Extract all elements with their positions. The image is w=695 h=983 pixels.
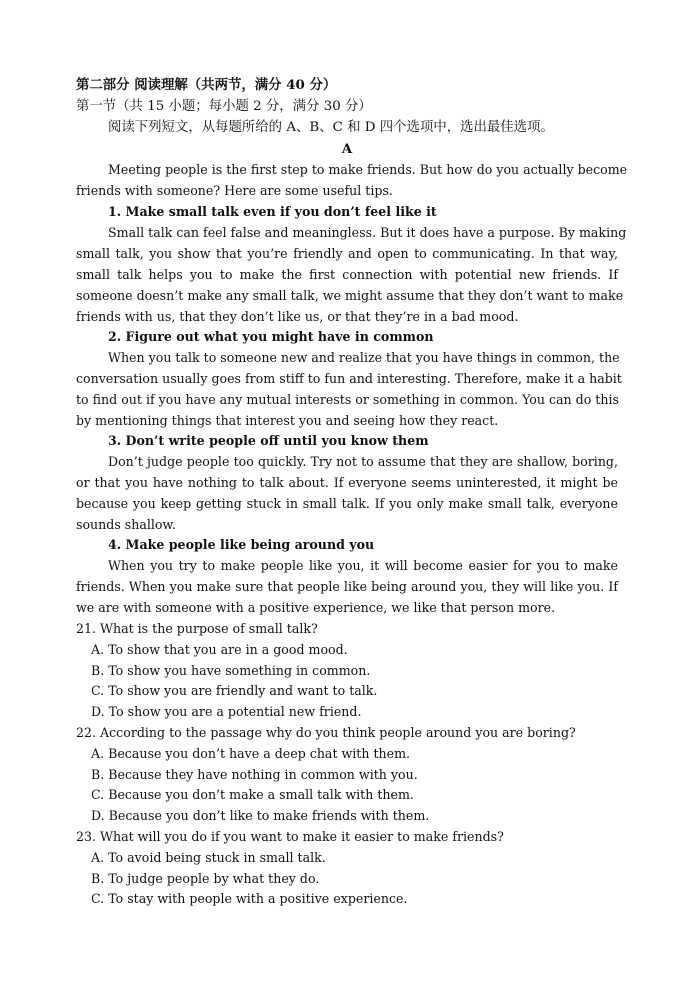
- paragraph-line: When you try to make people like you, it will become easier for you to make: [108, 558, 618, 573]
- paragraph-line: to find out if you have any mutual interests or something in common. You can do this: [76, 392, 619, 407]
- tip-heading: 4. Make people like being around you: [108, 537, 375, 552]
- section-title: 第二部分 阅读理解（共两节，满分 40 分）: [76, 77, 337, 93]
- section-instruction: 阅读下列短文，从每题所给的 A、B、C 和 D 四个选项中，选出最佳选项。: [108, 120, 554, 135]
- tip-heading: 1. Make small talk even if you don’t feel like it: [108, 204, 437, 219]
- paragraph-line: friends with us, that they don’t like us, or that they’re in a bad mood.: [76, 309, 519, 324]
- paragraph-line: someone doesn’t make any small talk, we might assume that they don’t want to make: [76, 288, 624, 303]
- tip-heading: 2. Figure out what you might have in common: [108, 329, 434, 344]
- paragraph-line: friends. When you make sure that people like being around you, they will like you. If: [76, 579, 618, 594]
- paragraph-line: sounds shallow.: [76, 517, 176, 532]
- passage-label: A: [341, 141, 353, 157]
- answer-option: B. To show you have something in common.: [91, 663, 371, 678]
- answer-option: B. To judge people by what they do.: [91, 871, 320, 886]
- answer-option: A. To show that you are in a good mood.: [91, 642, 348, 657]
- answer-option: A. To avoid being stuck in small talk.: [91, 850, 326, 865]
- question-stem: 23. What will you do if you want to make it easier to make friends?: [76, 829, 504, 844]
- paragraph-line: small talk, you show that you’re friendly and open to communicating. In that way,: [76, 246, 618, 261]
- paragraph-line: because you keep getting stuck in small talk. If you only make small talk, everyone: [76, 496, 618, 511]
- intro-line: friends with someone? Here are some useful tips.: [76, 183, 393, 198]
- answer-option: C. To show you are friendly and want to talk.: [91, 683, 378, 698]
- answer-option: D. To show you are a potential new friend.: [91, 704, 362, 719]
- answer-option: C. To stay with people with a positive experience.: [91, 891, 408, 906]
- question-stem: 22. According to the passage why do you think people around you are boring?: [76, 725, 576, 740]
- answer-option: B. Because they have nothing in common with you.: [91, 767, 418, 782]
- paragraph-line: small talk helps you to make the first connection with potential new friends. If: [76, 267, 618, 282]
- paragraph-line: we are with someone with a positive experience, we like that person more.: [76, 600, 556, 615]
- paragraph-line: Small talk can feel false and meaningless. But it does have a purpose. By making: [108, 225, 627, 240]
- answer-option: A. Because you don’t have a deep chat with them.: [91, 746, 411, 761]
- paragraph-line: conversation usually goes from stiff to fun and interesting. Therefore, make it a habit: [76, 371, 622, 386]
- paragraph-line: by mentioning things that interest you and seeing how they react.: [76, 413, 499, 428]
- answer-option: D. Because you don’t like to make friends with them.: [91, 808, 430, 823]
- paragraph-line: When you talk to someone new and realize that you have things in common, the: [108, 350, 620, 365]
- section-subtitle: 第一节（共 15 小题；每小题 2 分，满分 30 分）: [76, 99, 372, 114]
- intro-line: Meeting people is the first step to make friends. But how do you actually become: [108, 162, 628, 177]
- question-stem: 21. What is the purpose of small talk?: [76, 621, 318, 636]
- paragraph-line: Don’t judge people too quickly. Try not to assume that they are shallow, boring,: [108, 454, 618, 469]
- tip-heading: 3. Don’t write people off until you know them: [108, 433, 429, 448]
- paragraph-line: or that you have nothing to talk about. If everyone seems uninterested, it might be: [76, 475, 618, 490]
- answer-option: C. Because you don’t make a small talk with them.: [91, 787, 414, 802]
